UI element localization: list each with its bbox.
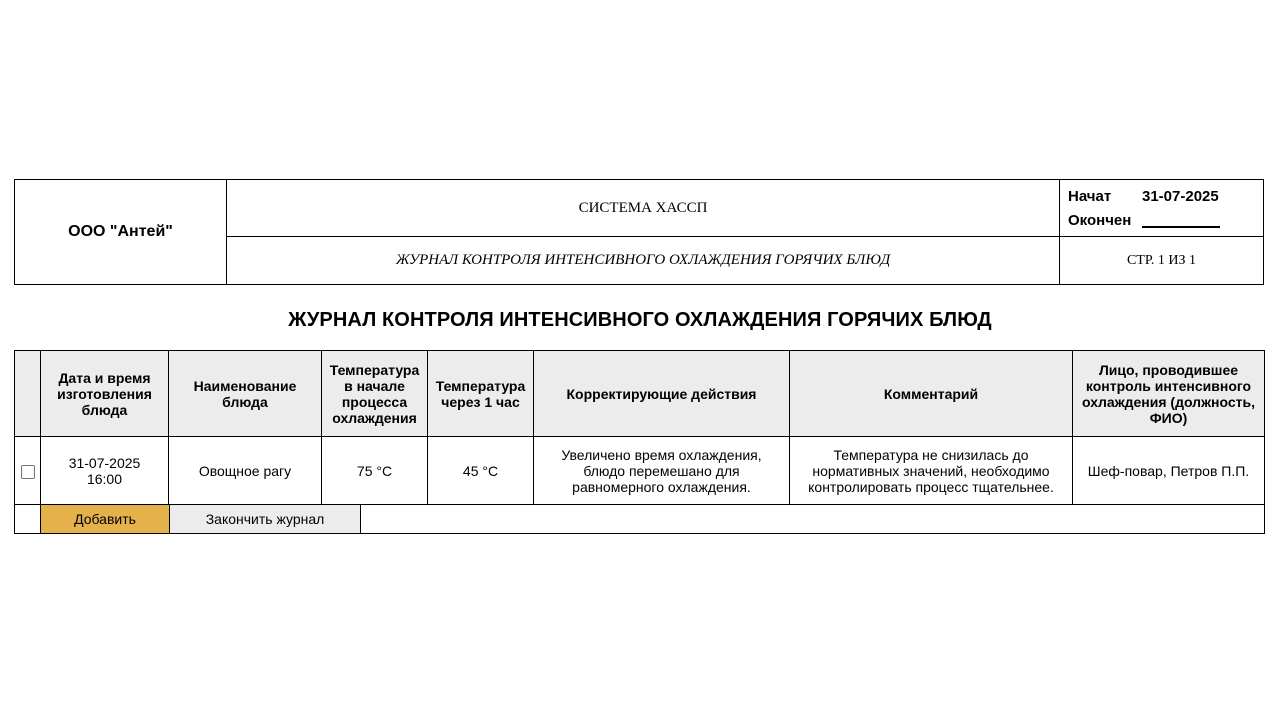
ended-label: Окончен [1068, 211, 1132, 229]
button-bar [41, 505, 1264, 533]
column-header-datetime: Дата и время изготовления блюда [41, 351, 169, 437]
row-select-cell [15, 437, 41, 505]
cooling-log-table [14, 350, 1265, 534]
table-row [15, 437, 1265, 505]
finish-journal-button[interactable]: Закончить журнал [170, 505, 361, 533]
column-header-dish: Наименование блюда [169, 351, 322, 437]
header-select [15, 351, 41, 437]
cell-temp-1h: 45 °С [428, 437, 534, 505]
cell-dish: Овощное рагу [169, 437, 322, 505]
journal-title: ЖУРНАЛ КОНТРОЛЯ ИНТЕНСИВНОГО ОХЛАЖДЕНИЯ ГОРЯЧИХ БЛЮД [227, 237, 1060, 285]
cell-temp-start: 75 °С [322, 437, 428, 505]
organization-name: ООО "Антей" [15, 180, 227, 285]
add-button[interactable]: Добавить [41, 505, 170, 533]
actions-cell [41, 505, 1265, 534]
page-title: ЖУРНАЛ КОНТРОЛЯ ИНТЕНСИВНОГО ОХЛАЖДЕНИЯ ГОРЯЧИХ БЛЮД [288, 309, 992, 331]
ended-date-blank [1142, 212, 1220, 228]
document-header [14, 179, 1264, 285]
actions-row-spacer [15, 505, 41, 534]
column-header-comment: Комментарий [790, 351, 1073, 437]
cell-person: Шеф-повар, Петров П.П. [1073, 437, 1265, 505]
column-header-temp-1h: Температура через 1 час [428, 351, 534, 437]
column-header-temp-start: Температура в начале процесса охлаждения [322, 351, 428, 437]
cell-comment: Температура не снизилась до нормативных значений, необходимо контролировать процесс тщательнее. [790, 437, 1073, 505]
column-header-actions: Корректирующие действия [534, 351, 790, 437]
cell-datetime: 31-07-2025 16:00 [41, 437, 169, 505]
row-checkbox[interactable] [21, 465, 35, 479]
table-header-row [15, 351, 1265, 437]
started-label: Начат [1068, 187, 1112, 205]
column-header-person: Лицо, проводившее контроль интенсивного охлаждения (должность, ФИО) [1073, 351, 1265, 437]
cell-actions: Увеличено время охлаждения, блюдо перемешано для равномерного охлаждения. [534, 437, 790, 505]
journal-dates [1060, 180, 1264, 237]
actions-row [15, 505, 1265, 534]
system-title: СИСТЕМА ХАССП [227, 180, 1060, 237]
started-date: 31-07-2025 [1142, 187, 1219, 205]
page-counter: СТР. 1 ИЗ 1 [1060, 237, 1264, 285]
